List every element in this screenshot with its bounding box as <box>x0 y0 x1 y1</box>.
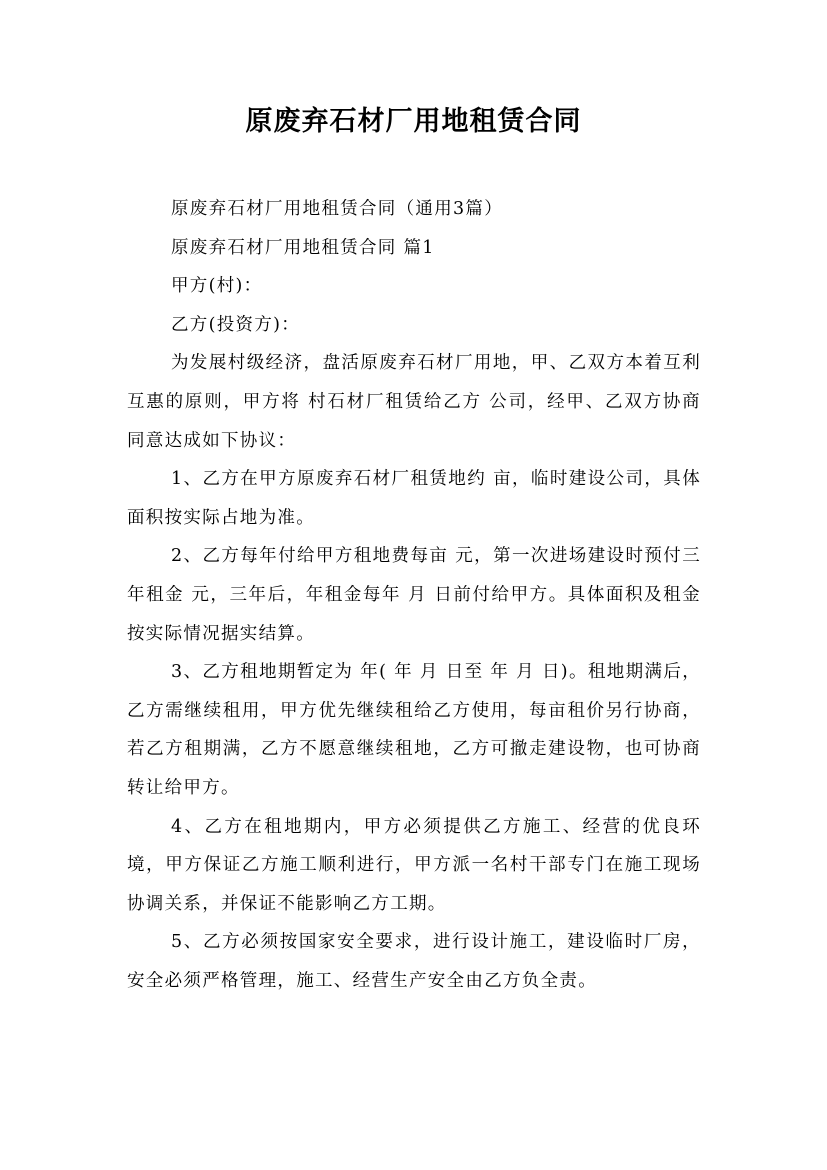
paragraph-clause-1: 1、乙方在甲方原废弃石材厂租赁地约 亩，临时建设公司，具体面积按实际占地为准。 <box>127 469 701 528</box>
document-body <box>127 190 701 1000</box>
paragraph-clause-3: 3、乙方租地期暂定为 年( 年 月 日至 年 月 日)。租地期满后，乙方需继续租用，甲方优先继续租给乙方使用，每亩租价另行协商，若乙方租期满，乙方不愿意继续租地，乙方可撤走建设物，也可协商转让给甲方。 <box>127 662 701 798</box>
paragraph-party-b: 乙方(投资方)： <box>171 314 301 335</box>
paragraph-preamble: 为发展村级经济，盘活原废弃石材厂用地，甲、乙双方本着互利互惠的原则，甲方将 村石材厂租赁给乙方 公司，经甲、乙双方协商同意达成如下协议： <box>127 353 701 451</box>
paragraph-party-a: 甲方(村)： <box>171 276 263 297</box>
paragraph-heading: 原废弃石材厂用地租赁合同（通用3篇） <box>171 199 504 219</box>
paragraph-clause-2: 2、乙方每年付给甲方租地费每亩 元，第一次进场建设时预付三年租金 元，三年后，年租金每年 月 日前付给甲方。具体面积及租金按实际情况据实结算。 <box>127 546 701 644</box>
paragraph-clause-5: 5、乙方必须按国家安全要求，进行设计施工，建设临时厂房，安全必须严格管理，施工、经营生产安全由乙方负全责。 <box>127 932 701 991</box>
document-title: 原废弃石材厂用地租赁合同 <box>245 106 582 137</box>
paragraph-section-title: 原废弃石材厂用地租赁合同 篇1 <box>171 237 435 258</box>
paragraph-clause-4: 4、乙方在租地期内，甲方必须提供乙方施工、经营的优良环境，甲方保证乙方施工顺利进行，甲方派一名村干部专门在施工现场协调关系，并保证不能影响乙方工期。 <box>127 816 701 914</box>
